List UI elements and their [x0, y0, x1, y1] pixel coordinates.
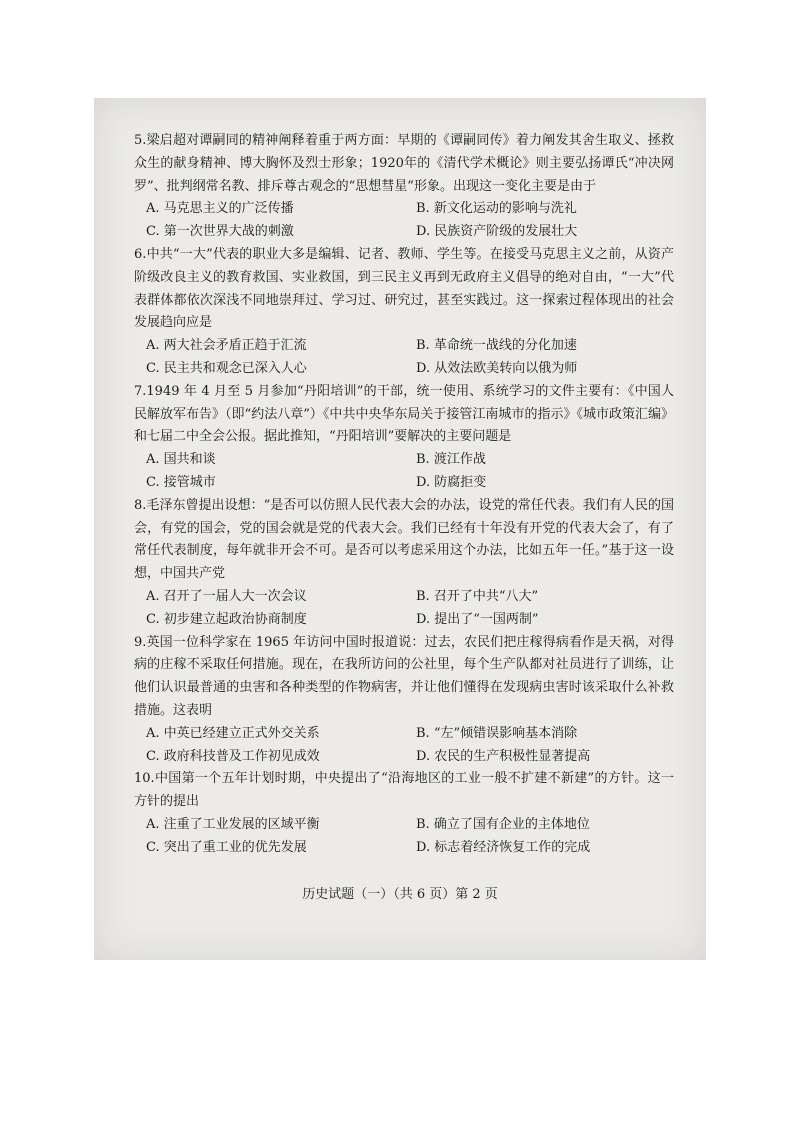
option-b[interactable]: B. 渡江作战 — [416, 452, 486, 468]
option-c[interactable]: C. 接管城市 — [146, 474, 216, 490]
option-b[interactable]: B. 确立了国有企业的主体地位 — [416, 816, 590, 832]
option-d[interactable]: D. 从效法欧美转向以俄为师 — [416, 360, 578, 376]
question-stem: 5.梁启超对谭嗣同的精神阐释着重于两方面：早期的《谭嗣同传》着力阐发其舍生取义、拯救众生的献身精神、博大胸怀及烈士形象；1920年的《清代学术概论》则主要弘扬谭氏“冲决网罗”、批判纲常名教、排斥尊古观念的“思想彗星”形象。出现这一变化主要是由于 — [134, 133, 674, 194]
question-7 — [134, 381, 674, 495]
question-10 — [134, 768, 674, 859]
options-group — [134, 335, 674, 381]
option-a[interactable]: A. 注重了工业发展的区域平衡 — [146, 816, 320, 832]
question-stem: 10.中国第一个五年计划时期，中央提出了“沿海地区的工业一般不扩建不新建”的方针。这一方针的提出 — [134, 771, 674, 810]
option-b[interactable]: B. 革命统一战线的分化加速 — [416, 338, 577, 354]
question-9 — [134, 632, 674, 769]
option-a[interactable]: A. 马克思主义的广泛传播 — [146, 201, 294, 217]
option-c[interactable]: C. 突出了重工业的优先发展 — [146, 839, 307, 855]
question-stem: 6.中共“一大”代表的职业大多是编辑、记者、教师、学生等。在接受马克思主义之前，从资产阶级改良主义的教育救国、实业救国，到三民主义再到无政府主义倡导的绝对自由，“一大”代表群体都依次深浅不同地崇拜过、学习过、研究过，甚至实践过。这一探索过程体现出的社会发展趋向应是 — [134, 246, 674, 331]
option-a[interactable]: A. 两大社会矛盾正趋于汇流 — [146, 338, 307, 354]
option-b[interactable]: B. 新文化运动的影响与洗礼 — [416, 201, 577, 217]
question-6 — [134, 244, 674, 381]
question-8 — [134, 495, 674, 632]
option-d[interactable]: D. 民族资产阶级的发展壮大 — [416, 224, 578, 240]
question-stem: 8.毛泽东曾提出设想：“是否可以仿照人民代表大会的办法，设党的常任代表。我们有人民的国会，有党的国会，党的国会就是党的代表大会。我们已经有十年没有开党的代表大会了，有了常任代表制度，每年就非开会不可。是否可以考虑采用这个办法，比如五年一任。”基于这一设想，中国共产党 — [134, 497, 674, 582]
options-group — [134, 814, 674, 860]
option-d[interactable]: D. 标志着经济恢复工作的完成 — [416, 839, 591, 855]
question-stem: 9.英国一位科学家在 1965 年访问中国时报道说：过去，农民们把庄稼得病看作是天祸，对得病的庄稼不采取任何措施。现在，在我所访问的公社里，每个生产队都对社员进行了训练，让他们认识最普通的虫害和各种类型的作物病害，并让他们懂得在发现病虫害时该采取什么补救措施。这表明 — [134, 634, 674, 718]
options-group — [134, 449, 674, 495]
question-list — [134, 130, 674, 860]
option-d[interactable]: D. 提出了“一国两制” — [416, 611, 539, 627]
page-footer: 历史试题（一）（共 6 页）第 2 页 — [302, 887, 498, 902]
option-b[interactable]: B. 召开了中共“八大” — [416, 588, 539, 604]
option-a[interactable]: A. 中英已经建立正式外交关系 — [146, 725, 320, 741]
question-stem: 7.1949 年 4 月至 5 月参加“丹阳培训”的干部，统一使用、系统学习的文件主要有：《中国人民解放军布告》（即“约法八章”）《中共中央华东局关于接管江南城市的指示》《城市政策汇编》和七届二中全会公报。据此推知，“丹阳培训”要解决的主要问题是 — [134, 383, 674, 445]
option-c[interactable]: C. 政府科技普及工作初见成效 — [146, 748, 320, 764]
options-group — [134, 586, 674, 632]
option-a[interactable]: A. 召开了一届人大一次会议 — [146, 588, 307, 604]
option-a[interactable]: A. 国共和谈 — [146, 452, 216, 468]
options-group — [134, 723, 674, 769]
option-d[interactable]: D. 农民的生产积极性显著提高 — [416, 748, 591, 764]
option-c[interactable]: C. 初步建立起政治协商制度 — [146, 611, 307, 627]
option-b[interactable]: B. “左”倾错误影响基本消除 — [416, 725, 578, 741]
option-c[interactable]: C. 民主共和观念已深入人心 — [146, 360, 307, 376]
question-5 — [134, 130, 674, 244]
options-group — [134, 198, 674, 244]
option-d[interactable]: D. 防腐拒变 — [416, 474, 487, 490]
option-c[interactable]: C. 第一次世界大战的刺激 — [146, 224, 294, 240]
